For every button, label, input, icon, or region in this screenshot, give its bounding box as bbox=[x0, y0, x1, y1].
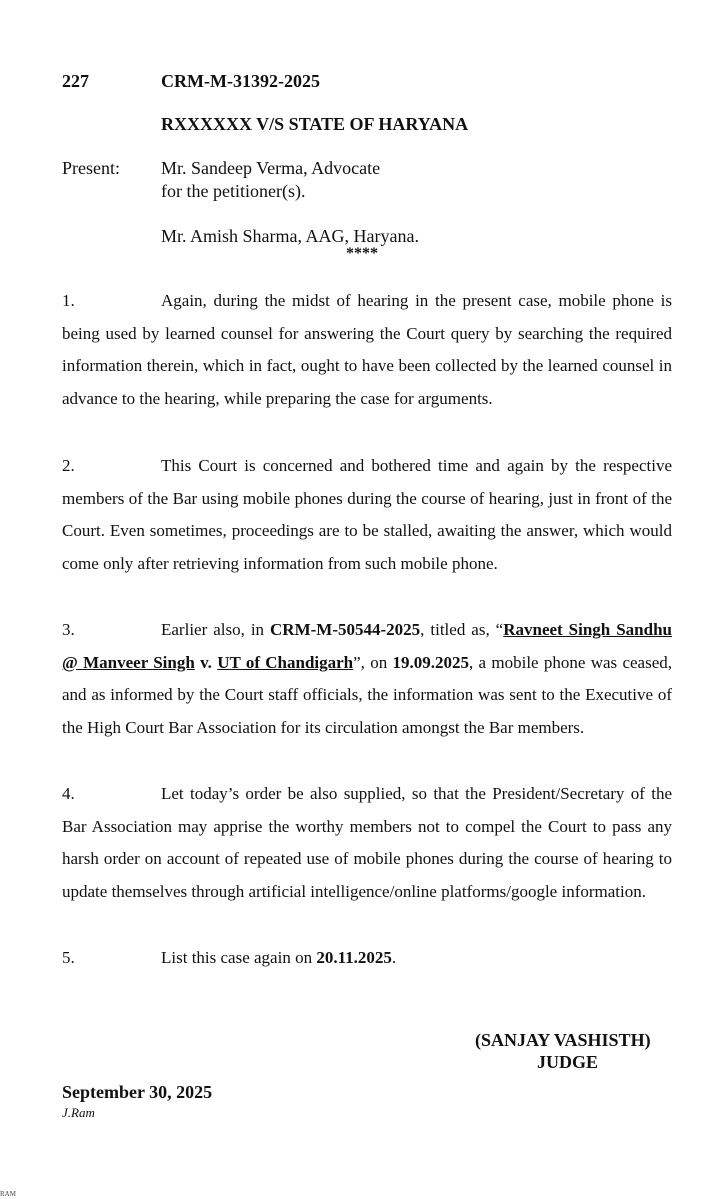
counsel-state: Mr. Amish Sharma, AAG, Haryana. bbox=[161, 226, 419, 246]
paragraph-number: 4. bbox=[62, 784, 75, 803]
reference-date: 19.09.2025 bbox=[392, 652, 470, 672]
judge-name: (SANJAY VASHISTH) bbox=[475, 1030, 651, 1050]
order-paragraph-1 bbox=[62, 285, 672, 415]
paragraph-text: Earlier also, in bbox=[161, 620, 271, 639]
judge-title: JUDGE bbox=[537, 1052, 599, 1072]
petitioner-name: Ravneet Singh Sandhu @ Manveer Singh bbox=[62, 620, 672, 672]
paragraph-text: Let today’s order be also supplied, so that the President/Secretary of the Bar Association may apprise the worthy members not to compel the Court to pass any harsh order on account of repeated use of mobile phones during the course of hearing to update themselves through artificial intelligence/online platforms/google information. bbox=[62, 784, 672, 901]
paragraph-text: , titled as, “ bbox=[420, 620, 504, 639]
paragraph-number: 1. bbox=[62, 291, 75, 310]
order-paragraph-2 bbox=[62, 450, 672, 580]
serial-number: 227 bbox=[62, 71, 89, 91]
order-paragraph-3 bbox=[62, 614, 672, 744]
order-paragraph-5 bbox=[62, 942, 672, 975]
cropped-edge-text: RAM bbox=[0, 1190, 16, 1198]
case-title: RXXXXXX V/S STATE OF HARYANA bbox=[161, 114, 469, 134]
next-hearing-date: 20.11.2025 bbox=[316, 948, 392, 967]
case-reference: CRM-M-50544-2025 bbox=[270, 620, 421, 639]
order-paragraph-4 bbox=[62, 778, 672, 908]
paragraph-text: List this case again on bbox=[161, 948, 317, 967]
paragraph-text: , a mobile phone was ceased, and as informed by the Court staff officials, the information was sent to the Executive of the High Court Bar Association for its circulation amongst the Bar members. bbox=[62, 652, 673, 737]
counsel-petitioner-role: for the petitioner(s). bbox=[161, 181, 306, 201]
paragraph-number: 2. bbox=[62, 456, 75, 475]
order-date: September 30, 2025 bbox=[62, 1082, 213, 1102]
case-number: CRM-M-31392-2025 bbox=[161, 71, 320, 91]
typist-initials: J.Ram bbox=[62, 1105, 95, 1120]
paragraph-text: . bbox=[391, 948, 397, 967]
paragraph-text: This Court is concerned and bothered time and again by the respective members of the Bar using mobile phones during the course of hearing, just in front of the Court. Even sometimes, proceedings are to be stalled, awaiting the answer, which would come only after retrieving information from such mobile phone. bbox=[62, 456, 672, 573]
section-separator: **** bbox=[346, 245, 378, 262]
paragraph-number: 5. bbox=[62, 948, 75, 967]
paragraph-number: 3. bbox=[62, 620, 75, 639]
paragraph-text: ”, on bbox=[353, 652, 393, 672]
versus: v. bbox=[194, 652, 218, 672]
respondent-name: UT of Chandigarh bbox=[217, 652, 354, 672]
counsel-petitioner-name: Mr. Sandeep Verma, Advocate bbox=[161, 158, 381, 178]
paragraph-text: Again, during the midst of hearing in the present case, mobile phone is being used by learned counsel for answering the Court query by searching the required information therein, which in fact, ought to have been collected by the learned counsel in advance to the hearing, while preparing the case for arguments. bbox=[62, 291, 672, 408]
present-label: Present: bbox=[62, 158, 120, 178]
